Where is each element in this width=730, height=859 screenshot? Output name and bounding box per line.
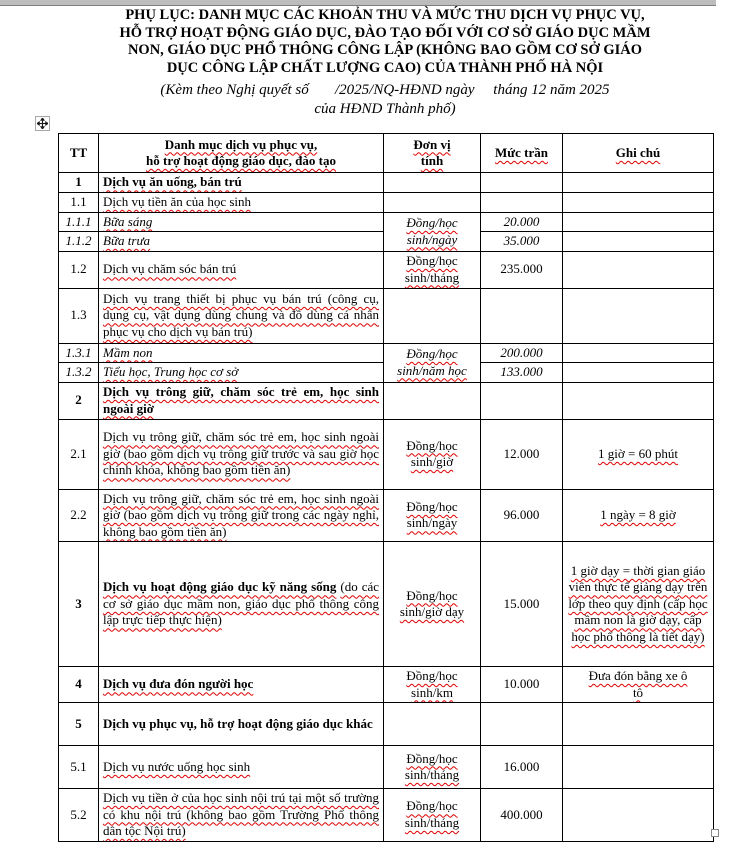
cell-price	[481, 173, 563, 193]
document-subtitle	[40, 81, 730, 119]
cell-price: 16.000	[481, 746, 563, 789]
cell-name: Tiểu học, Trung học cơ sở	[99, 363, 384, 383]
cell-price: 10.000	[481, 667, 563, 703]
cell-tt: 1.1	[59, 193, 99, 213]
four-way-arrow-icon	[37, 118, 48, 129]
header-unit	[384, 134, 481, 173]
cell-note	[563, 382, 714, 419]
header-tt: TT	[59, 134, 99, 173]
cell-note: 1 giờ = 60 phút	[563, 419, 714, 489]
cell-price: 96.000	[481, 489, 563, 542]
cell-note	[563, 193, 714, 213]
cell-name: Dịch vụ trang thiết bị phục vụ bán trú (công cụ, dụng cụ, vật dụng dùng chung và đồ dùng cá nhân phục vụ cho dịch vụ bán trú)	[99, 288, 384, 343]
cell-name: Mầm non	[99, 343, 384, 363]
cell-unit: Đồng/học sinh/tháng	[384, 251, 481, 288]
cell-price	[481, 193, 563, 213]
header-note: Ghi chú	[563, 134, 714, 173]
cell-price: 133.000	[481, 363, 563, 383]
cell-note	[563, 232, 714, 252]
cell-tt: 1.2	[59, 251, 99, 288]
row-1	[59, 173, 714, 193]
subtitle-line-2: của HĐND Thành phố)	[314, 101, 456, 117]
cell-note	[563, 212, 714, 232]
cell-price: 20.000	[481, 212, 563, 232]
cell-tt: 1.3.2	[59, 363, 99, 383]
subtitle-line-1: (Kèm theo Nghị quyết số /2025/NQ-HĐND ngày tháng 12 năm 2025	[160, 82, 610, 98]
cell-tt: 2.1	[59, 419, 99, 489]
cell-name: Dịch vụ phục vụ, hỗ trợ hoạt động giáo dục khác	[99, 703, 384, 746]
row-1-3-1	[59, 343, 714, 363]
cell-note	[563, 343, 714, 363]
row-1-2	[59, 251, 714, 288]
table-header-row	[59, 134, 714, 173]
cell-price: 35.000	[481, 232, 563, 252]
cell-name: Bữa trưa	[99, 232, 384, 252]
cell-name: Dịch vụ ăn uống, bán trú	[99, 173, 384, 193]
cell-unit: Đồng/học sinh/ngày	[384, 212, 481, 251]
header-name	[99, 134, 384, 173]
row-1-3	[59, 288, 714, 343]
cell-name: Bữa sáng	[99, 212, 384, 232]
cell-unit	[384, 288, 481, 343]
service-name-detail: (do các cơ sở giáo dục mầm non, giáo dục phổ thông công lập trực tiếp thực hiện)	[103, 579, 380, 628]
cell-name	[99, 542, 384, 667]
cell-note	[563, 703, 714, 746]
cell-unit	[384, 703, 481, 746]
cell-tt: 4	[59, 667, 99, 703]
title-line-2: HỖ TRỢ HOẠT ĐỘNG GIÁO DỤC, ĐÀO TẠO ĐỐI VỚI CƠ SỞ GIÁO DỤC MẦM	[119, 24, 651, 41]
cell-note	[563, 288, 714, 343]
header-name-line1: Danh mục dịch vụ phục vụ,	[164, 136, 318, 152]
cell-tt: 3	[59, 542, 99, 667]
cell-tt: 1.3	[59, 288, 99, 343]
cell-tt: 2.2	[59, 489, 99, 542]
cell-tt: 5.1	[59, 746, 99, 789]
fees-table	[58, 133, 714, 842]
title-line-4: DỤC CÔNG LẬP CHẤT LƯỢNG CAO) CỦA THÀNH PHỐ HÀ NỘI	[166, 59, 604, 76]
row-5	[59, 703, 714, 746]
cell-price: 12.000	[481, 419, 563, 489]
table-resize-handle[interactable]	[711, 829, 719, 837]
cell-note	[563, 251, 714, 288]
cell-note	[563, 363, 714, 383]
cell-price	[481, 288, 563, 343]
cell-price: 400.000	[481, 789, 563, 842]
cell-price: 15.000	[481, 542, 563, 667]
cell-price	[481, 703, 563, 746]
cell-tt: 2	[59, 382, 99, 419]
cell-price: 200.000	[481, 343, 563, 363]
header-name-line2: hỗ trợ hoạt động giáo dục, đào tạo	[146, 153, 336, 168]
cell-name: Dịch vụ đưa đón người học	[99, 667, 384, 703]
cell-price	[481, 382, 563, 419]
cell-note: 1 giờ dạy = thời gian giáo viên thực tế giảng dạy trên lớp theo quy định (cấp học mầm non là giờ dạy, cấp học phổ thông là tiết dạy)	[563, 542, 714, 667]
service-name-bold: Dịch vụ hoạt động giáo dục kỹ năng sống	[103, 579, 337, 595]
cell-unit: Đồng/học sinh/năm học	[384, 343, 481, 382]
row-5-1	[59, 746, 714, 789]
cell-tt: 1	[59, 173, 99, 193]
cell-unit: Đồng/học sinh/tháng	[384, 789, 481, 842]
cell-tt: 1.1.1	[59, 212, 99, 232]
cell-unit: Đồng/học sinh/giờ	[384, 419, 481, 489]
cell-name: Dịch vụ trông giữ, chăm sóc trẻ em, học sinh ngoài giờ	[99, 382, 384, 419]
cell-tt: 5.2	[59, 789, 99, 842]
cell-note	[563, 173, 714, 193]
row-2	[59, 382, 714, 419]
cell-tt: 5	[59, 703, 99, 746]
row-2-2	[59, 489, 714, 542]
cell-name: Dịch vụ trông giữ, chăm sóc trẻ em, học sinh ngoài giờ (bao gồm dịch vụ trông giữ trước và sau giờ học chính khóa, không bao gồm tiền ăn)	[99, 419, 384, 489]
row-4	[59, 667, 714, 703]
header-unit-line2: tính	[420, 153, 444, 168]
cell-note	[563, 746, 714, 789]
cell-unit	[384, 193, 481, 213]
row-3	[59, 542, 714, 667]
cell-name: Dịch vụ tiền ăn của học sinh	[99, 193, 384, 213]
cell-name: Dịch vụ tiền ở của học sinh nội trú tại một số trường có khu nội trú (không bao gồm Trường Phổ thông dân tộc Nội trú)	[99, 789, 384, 842]
row-1-1-1	[59, 212, 714, 232]
cell-name: Dịch vụ chăm sóc bán trú	[99, 251, 384, 288]
row-5-2	[59, 789, 714, 842]
title-line-1: PHỤ LỤC: DANH MỤC CÁC KHOẢN THU VÀ MỨC THU DỊCH VỤ PHỤC VỤ,	[125, 7, 645, 23]
header-cap: Mức trần	[481, 134, 563, 173]
row-1-1	[59, 193, 714, 213]
header-unit-line1: Đơn vị	[413, 136, 451, 152]
cell-unit: Đồng/học sinh/km	[384, 667, 481, 703]
cell-unit: Đồng/học sinh/ngày	[384, 489, 481, 542]
cell-name: Dịch vụ nước uống học sinh	[99, 746, 384, 789]
table-move-handle[interactable]	[35, 116, 50, 131]
cell-unit	[384, 173, 481, 193]
row-2-1	[59, 419, 714, 489]
page-gap-strip	[0, 0, 716, 6]
cell-price: 235.000	[481, 251, 563, 288]
cell-name: Dịch vụ trông giữ, chăm sóc trẻ em, học sinh ngoài giờ (bao gồm dịch vụ trông giữ trong các ngày nghỉ, không bao gồm tiền ăn)	[99, 489, 384, 542]
cell-note: 1 ngày = 8 giờ	[563, 489, 714, 542]
document-title	[40, 7, 730, 77]
cell-tt: 1.3.1	[59, 343, 99, 363]
cell-note: Đưa đón bằng xe ô tô	[563, 667, 714, 703]
cell-unit: Đồng/học sinh/giờ dạy	[384, 542, 481, 667]
cell-unit: Đồng/học sinh/tháng	[384, 746, 481, 789]
title-line-3: NON, GIÁO DỤC PHỔ THÔNG CÔNG LẬP (KHÔNG BAO GỒM CƠ SỞ GIÁO	[127, 42, 643, 58]
cell-tt: 1.1.2	[59, 232, 99, 252]
cell-unit	[384, 382, 481, 419]
cell-note	[563, 789, 714, 842]
